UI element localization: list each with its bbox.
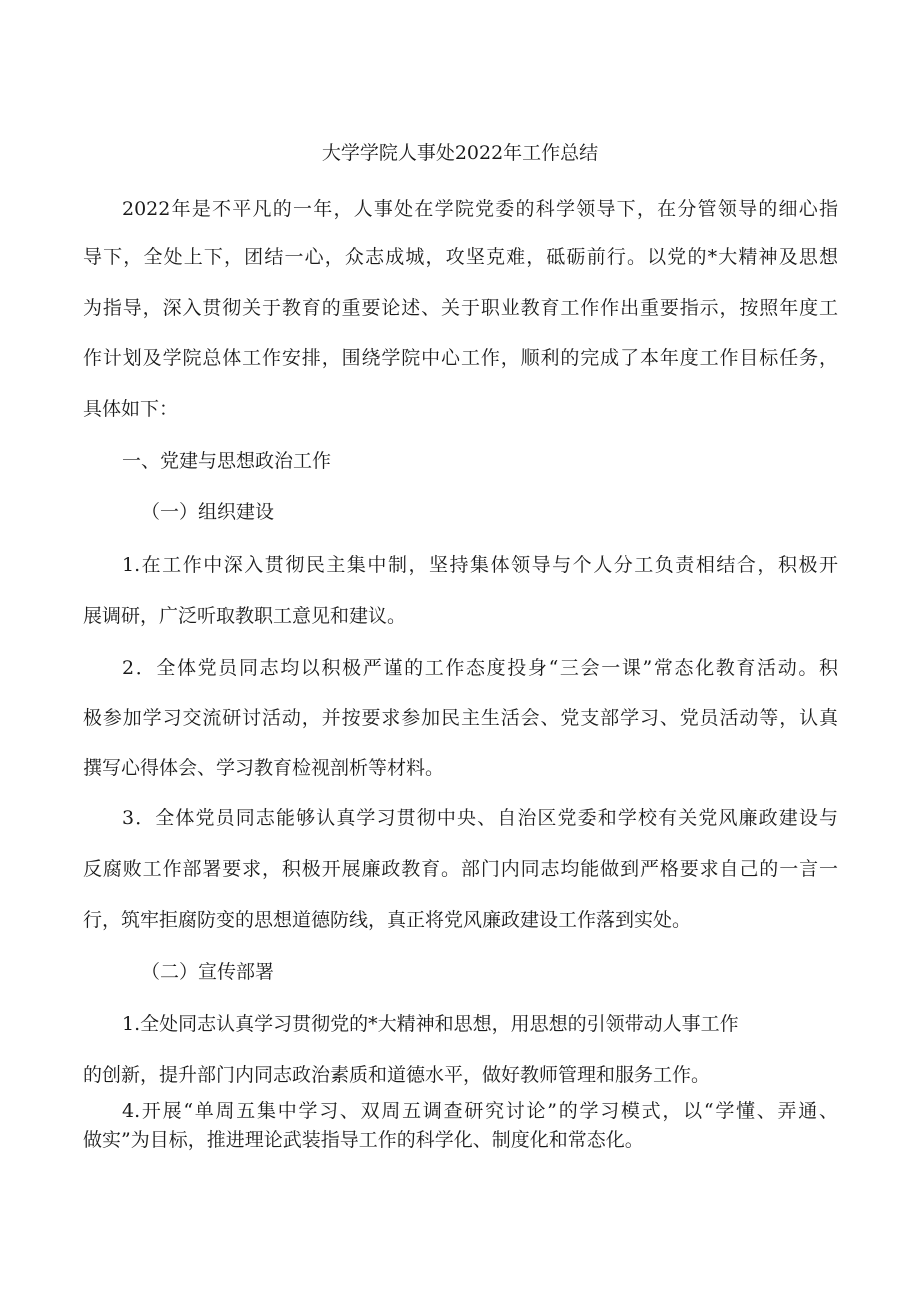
item-3-line-1: 3．全体党员同志能够认真学习贯彻中央、自治区党委和学校有关党风廉政建设与 <box>122 807 838 829</box>
item-4-line-1: 1.全处同志认真学习贯彻党的*大精神和思想，用思想的引领带动人事工作 <box>122 1013 739 1035</box>
intro-line-2: 导下，全处上下，团结一心，众志成城，攻坚克难，砥砺前行。以党的*大精神及思想 <box>83 246 838 268</box>
intro-line-4: 作计划及学院总体工作安排，围绕学院中心工作，顺利的完成了本年度工作目标任务， <box>83 347 838 369</box>
subsection-heading-publicity: （二）宣传部署 <box>141 961 275 983</box>
section-heading-party-building: 一、党建与思想政治工作 <box>122 450 332 472</box>
item-1-line-2: 展调研，广泛听取教职工意见和建议。 <box>83 605 407 627</box>
intro-line-3: 为指导，深入贯彻关于教育的重要论述、关于职业教育工作作出重要指示，按照年度工 <box>83 297 838 319</box>
intro-line-1: 2022年是不平凡的一年，人事处在学院党委的科学领导下，在分管领导的细心指 <box>122 198 838 220</box>
item-5-line-2: 做实”为目标，推进理论武装指导工作的科学化、制度化和常态化。 <box>83 1129 644 1151</box>
item-2-line-2: 极参加学习交流研讨活动，并按要求参加民主生活会、党支部学习、党员活动等，认真 <box>83 707 838 729</box>
document-title: 大学学院人事处2022年工作总结 <box>321 142 599 164</box>
item-2-line-1: 2．全体党员同志均以积极严谨的工作态度投身“三会一课”常态化教育活动。积 <box>122 657 838 679</box>
subsection-heading-organization: （一）组织建设 <box>141 501 275 523</box>
item-2-line-3: 撰写心得体会、学习教育检视剖析等材料。 <box>83 757 445 779</box>
intro-line-5: 具体如下： <box>83 398 179 420</box>
item-1-line-1: 1.在工作中深入贯彻民主集中制，坚持集体领导与个人分工负责相结合，积极开 <box>122 554 838 576</box>
item-4-line-2: 的创新，提升部门内同志政治素质和道德水平，做好教师管理和服务工作。 <box>83 1064 711 1086</box>
item-3-line-3: 行，筑牢拒腐防变的思想道德防线，真正将党风廉政建设工作落到实处。 <box>83 909 692 931</box>
item-5-line-1: 4.开展“单周五集中学习、双周五调查研究讨论”的学习模式，以“学懂、弄通、 <box>122 1100 838 1122</box>
item-3-line-2: 反腐败工作部署要求，积极开展廉政教育。部门内同志均能做到严格要求自己的一言一 <box>83 858 838 880</box>
